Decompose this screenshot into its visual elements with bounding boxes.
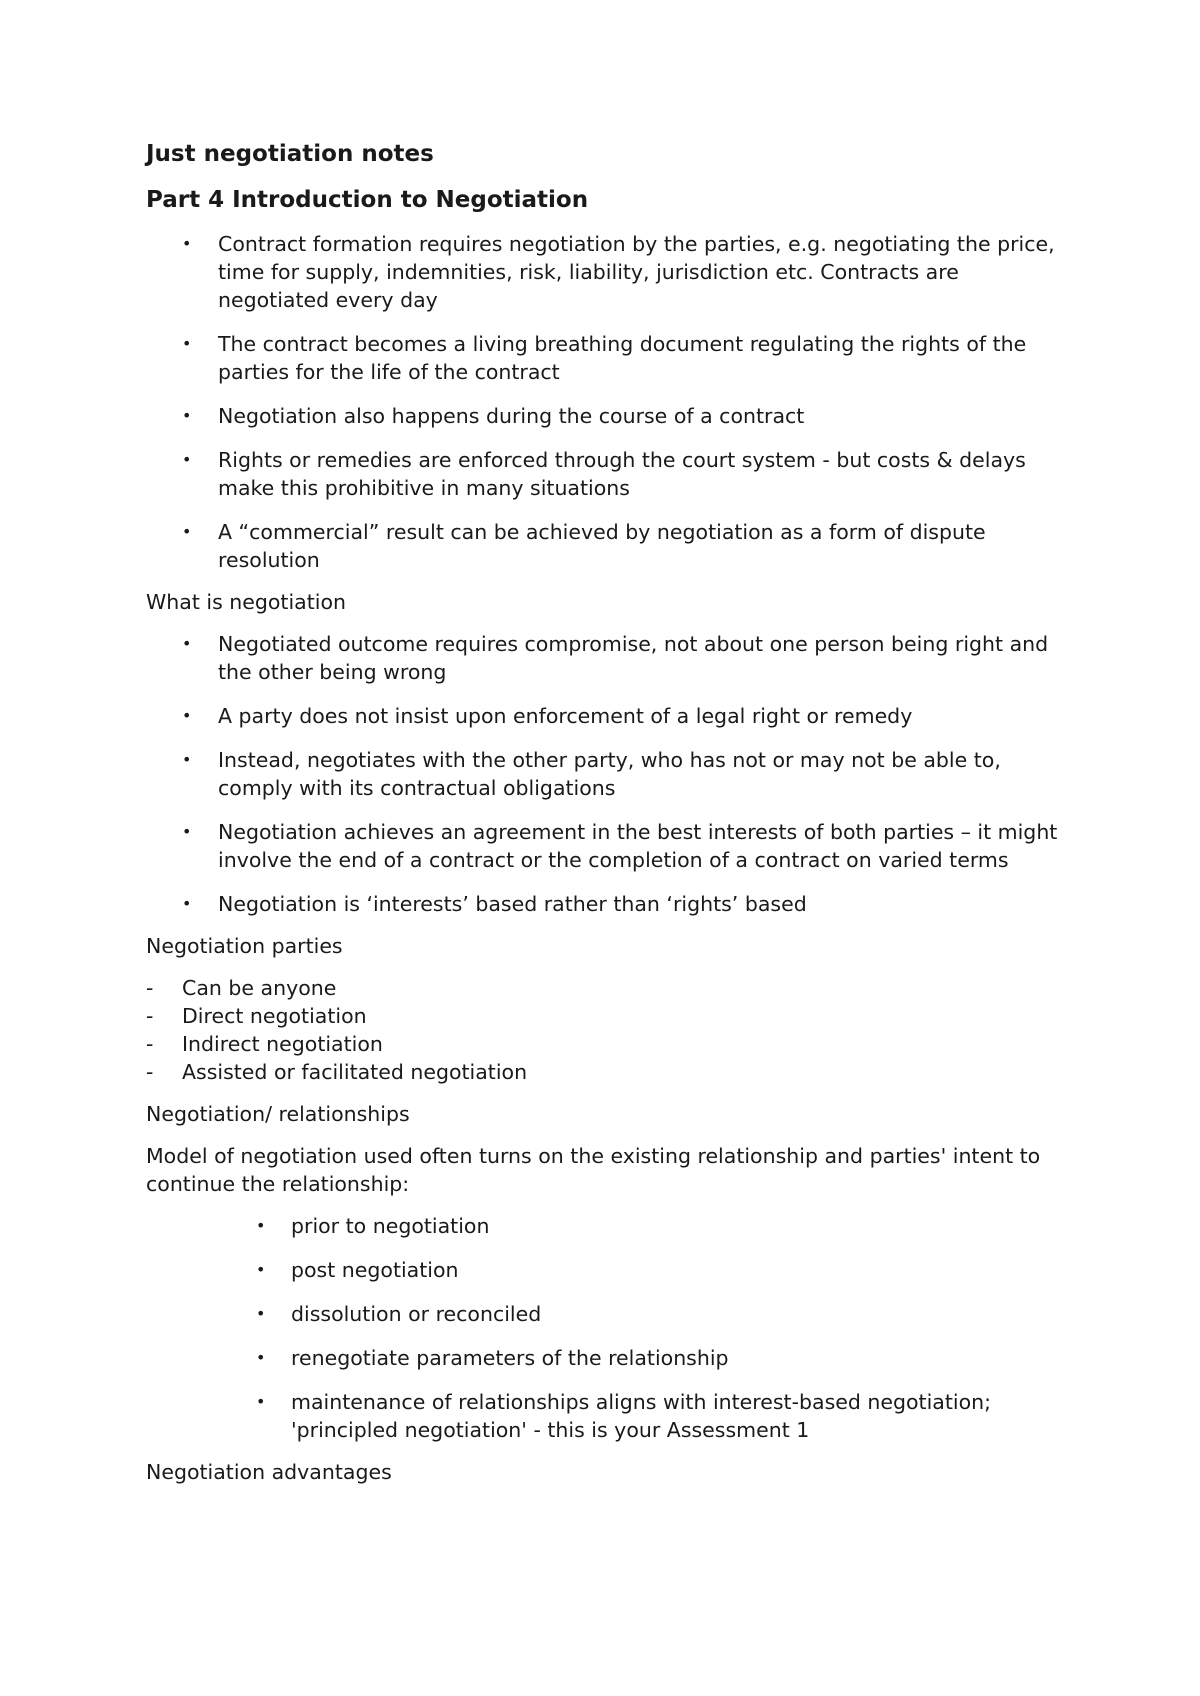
list-item: • Negotiation is ‘interests’ based rather than ‘rights’ based [182, 891, 807, 916]
list-item: • The contract becomes a living breathing document regulating the rights of the parties for the life of the contract [182, 331, 1027, 384]
dash-icon: - [146, 975, 154, 1000]
bullet-icon: • [182, 521, 192, 541]
advantages-heading: Negotiation advantages [146, 1459, 392, 1484]
bullet-icon: • [182, 233, 192, 253]
parties-heading: Negotiation parties [146, 933, 343, 958]
list-item: • dissolution or reconciled [256, 1301, 542, 1326]
what-is-heading: What is negotiation [146, 589, 346, 614]
list-item: • prior to negotiation [256, 1213, 490, 1238]
bullet-icon: • [256, 1303, 266, 1323]
list-item: • maintenance of relationships aligns with interest-based negotiation; 'principled negotiation' - this is your Assessment 1 [256, 1389, 992, 1442]
dash-icon: - [146, 1059, 154, 1084]
list-item: - Indirect negotiation [146, 1031, 383, 1056]
bullet-icon: • [182, 893, 192, 913]
parties-dash-list [146, 974, 1066, 1086]
list-item: • A party does not insist upon enforcement of a legal right or remedy [182, 703, 913, 728]
bullet-icon: • [182, 449, 192, 469]
list-item: - Direct negotiation [146, 1003, 367, 1028]
relationships-intro: Model of negotiation used often turns on the existing relationship and parties' intent to continue the relationship: [146, 1143, 1041, 1196]
bullet-icon: • [256, 1259, 266, 1279]
bullet-icon: • [182, 821, 192, 841]
intro-bullet-list [146, 230, 1066, 574]
bullet-icon: • [182, 405, 192, 425]
list-item: • Negotiation achieves an agreement in the best interests of both parties – it might involve the end of a contract or the completion of a contract on varied terms [182, 819, 1058, 872]
what-is-bullet-list [146, 630, 1066, 918]
list-item: - Assisted or facilitated negotiation [146, 1059, 528, 1084]
bullet-icon: • [182, 749, 192, 769]
section-title: Part 4 Introduction to Negotiation [146, 186, 589, 213]
list-item: - Can be anyone [146, 975, 337, 1000]
list-item: • Rights or remedies are enforced through the court system - but costs & delays make this prohibitive in many situations [182, 447, 1026, 500]
bullet-icon: • [256, 1347, 266, 1367]
bullet-icon: • [182, 633, 192, 653]
list-item: • Negotiation also happens during the course of a contract [182, 403, 805, 428]
list-item: • Contract formation requires negotiation by the parties, e.g. negotiating the price, time for supply, indemnities, risk, liability, jurisdiction etc. Contracts are negotiated every day [182, 231, 1055, 312]
list-item: • Instead, negotiates with the other party, who has not or may not be able to, comply with its contractual obligations [182, 747, 1001, 800]
bullet-icon: • [182, 705, 192, 725]
list-item: • post negotiation [256, 1257, 459, 1282]
document-title: Just negotiation notes [146, 141, 434, 167]
list-item: • A “commercial” result can be achieved by negotiation as a form of dispute resolution [182, 519, 986, 572]
dash-icon: - [146, 1003, 154, 1028]
relationships-heading: Negotiation/ relationships [146, 1101, 410, 1126]
relationships-bullet-list [146, 1212, 1066, 1444]
document-page [146, 140, 1066, 1500]
dash-icon: - [146, 1031, 154, 1056]
list-item: • renegotiate parameters of the relationship [256, 1345, 729, 1370]
bullet-icon: • [256, 1215, 266, 1235]
bullet-icon: • [256, 1391, 266, 1411]
list-item: • Negotiated outcome requires compromise, not about one person being right and the other being wrong [182, 631, 1049, 684]
bullet-icon: • [182, 333, 192, 353]
